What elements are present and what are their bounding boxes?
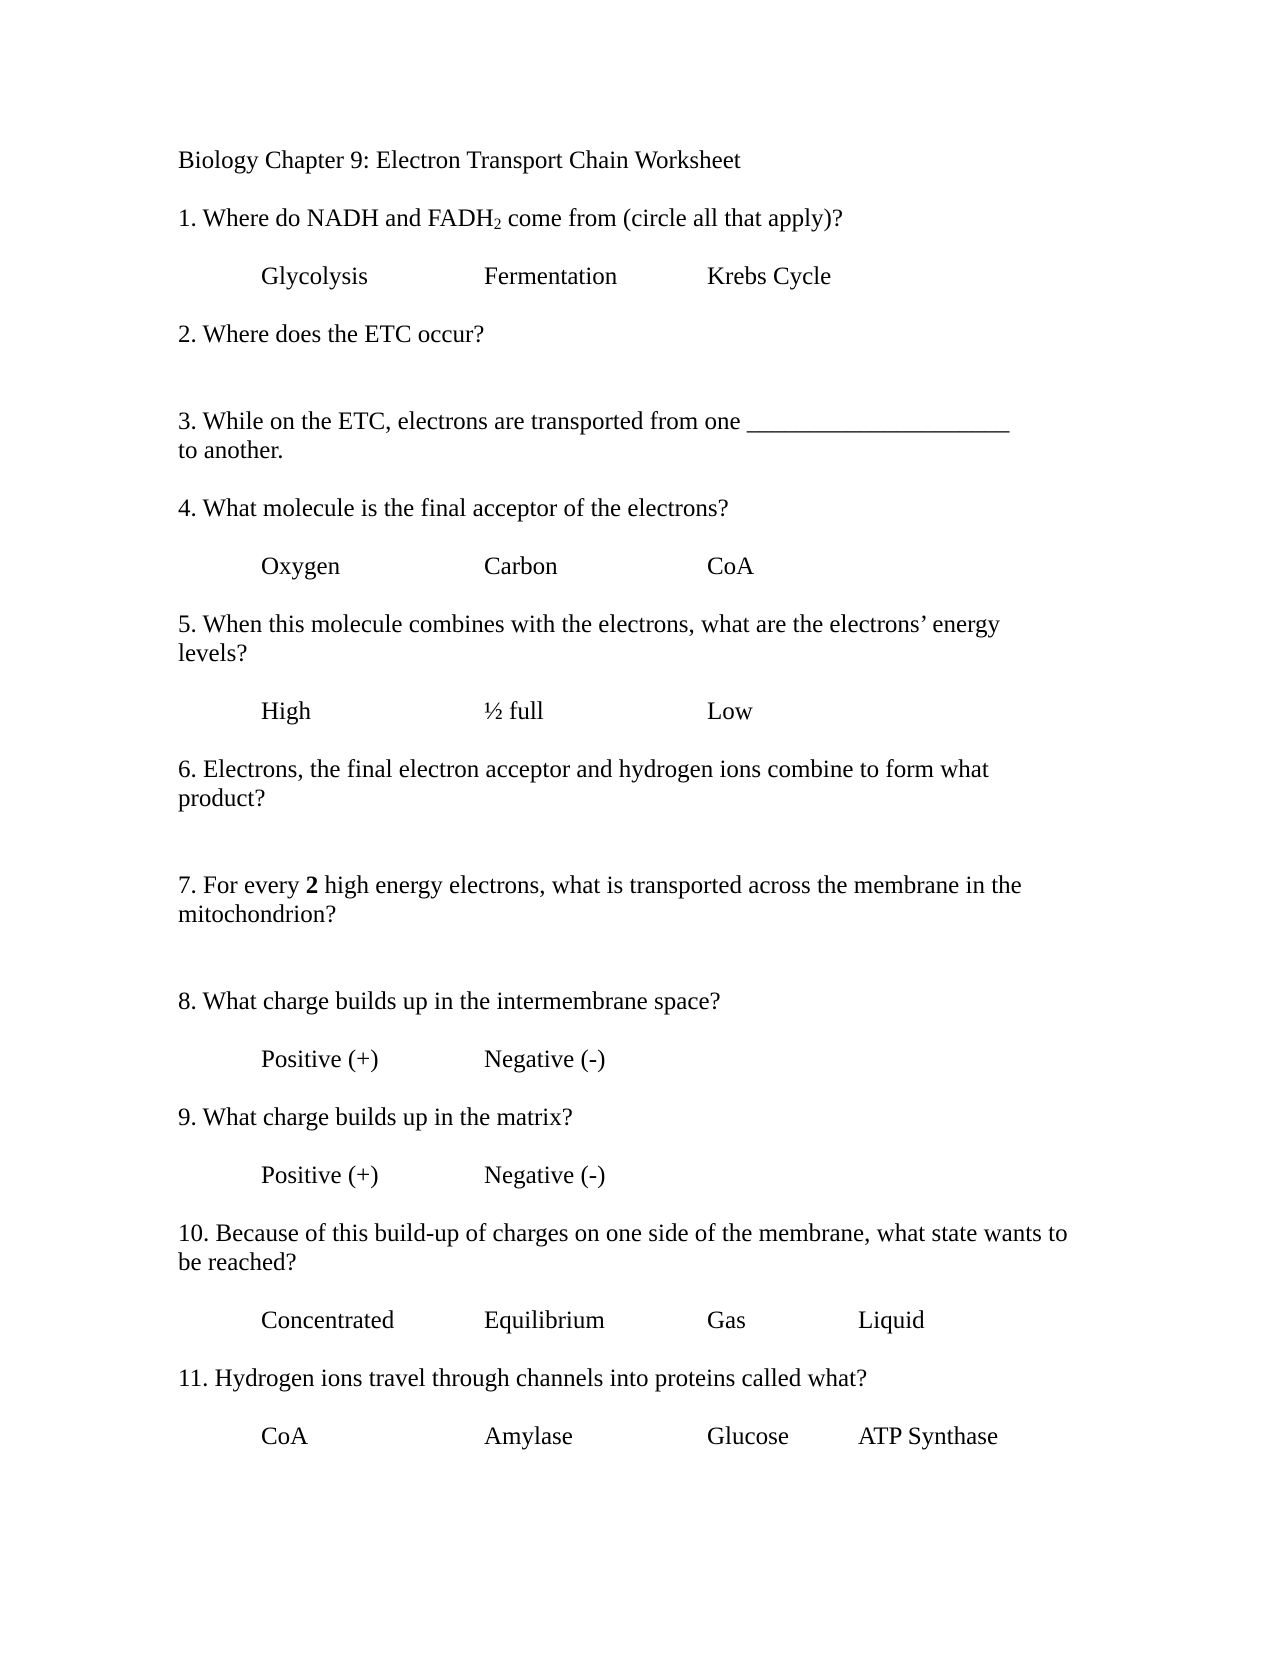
option-equilibrium: Equilibrium (484, 1307, 605, 1334)
question-3-text-cont: to another. (178, 437, 284, 464)
option-glucose: Glucose (707, 1423, 789, 1450)
question-5-options (178, 697, 1130, 726)
question-11-options (178, 1422, 1130, 1451)
option-coa: CoA (707, 553, 755, 580)
option-oxygen: Oxygen (261, 553, 341, 580)
question-1-options (178, 262, 1130, 291)
option-concentrated: Concentrated (261, 1307, 395, 1334)
option-liquid: Liquid (858, 1307, 925, 1334)
question-10: 10. Because of this build-up of charges on one side of the membrane, what state wants to be reached? (178, 1220, 1068, 1276)
question-7 (178, 871, 1130, 929)
subscript-2: 2 (493, 216, 502, 234)
question-1-text: 1. Where do NADH and FADH (178, 205, 494, 232)
option-amylase: Amylase (484, 1423, 573, 1450)
worksheet-title: Biology Chapter 9: Electron Transport Chain Worksheet (178, 147, 741, 174)
option-atp-synthase: ATP Synthase (858, 1423, 999, 1450)
question-9: 9. What charge builds up in the matrix? (178, 1104, 573, 1131)
option-coa: CoA (261, 1423, 309, 1450)
question-7-text: 7. For every (178, 872, 306, 899)
option-krebs-cycle: Krebs Cycle (707, 263, 832, 290)
question-7-text-line2: mitochondrion? (178, 901, 337, 928)
question-5: 5. When this molecule combines with the electrons, what are the electrons’ energy levels? (178, 611, 1000, 667)
option-positive: Positive (+) (261, 1162, 379, 1189)
question-2: 2. Where does the ETC occur? (178, 321, 485, 348)
question-7-text-cont: high energy electrons, what is transported across the membrane in the (318, 872, 1022, 899)
question-9-options (178, 1161, 1130, 1190)
option-half-full: ½ full (484, 698, 544, 725)
question-3-text: 3. While on the ETC, electrons are transported from one (178, 408, 747, 435)
question-11: 11. Hydrogen ions travel through channels into proteins called what? (178, 1365, 868, 1392)
question-10-options (178, 1306, 1130, 1335)
question-4: 4. What molecule is the final acceptor of the electrons? (178, 495, 729, 522)
option-high: High (261, 698, 311, 725)
option-negative: Negative (-) (484, 1162, 606, 1189)
question-4-options (178, 552, 1130, 581)
option-fermentation: Fermentation (484, 263, 618, 290)
option-low: Low (707, 698, 753, 725)
question-1 (178, 204, 1130, 233)
bold-2: 2 (305, 872, 319, 899)
question-1-text-cont: come from (circle all that apply)? (501, 205, 843, 232)
question-8-options (178, 1045, 1130, 1074)
option-positive: Positive (+) (261, 1046, 379, 1073)
question-3 (178, 407, 1130, 465)
question-6: 6. Electrons, the final electron acceptor and hydrogen ions combine to form what product? (178, 756, 989, 812)
option-negative: Negative (-) (484, 1046, 606, 1073)
option-gas: Gas (707, 1307, 746, 1334)
option-carbon: Carbon (484, 553, 558, 580)
option-glycolysis: Glycolysis (261, 263, 368, 290)
answer-blank-line: _____________________ (746, 408, 1010, 435)
question-8: 8. What charge builds up in the intermembrane space? (178, 988, 721, 1015)
